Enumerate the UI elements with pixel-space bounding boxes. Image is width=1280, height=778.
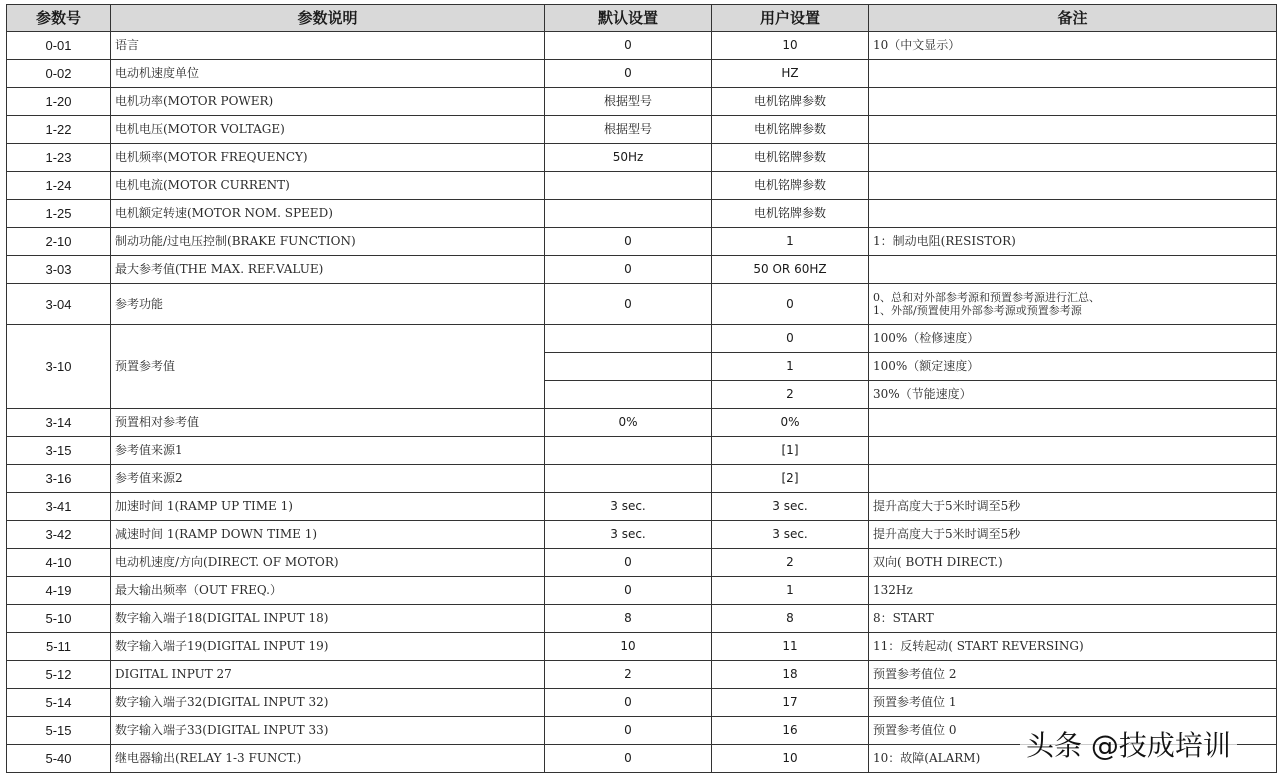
note-cell [869,437,1277,465]
default-value-cell [545,353,712,381]
note-cell: 8：START [869,605,1277,633]
param-number-cell: 1-25 [7,200,111,228]
param-description-cell: 电机频率(MOTOR FREQUENCY) [111,144,545,172]
param-number-cell: 1-23 [7,144,111,172]
user-value-cell: 18 [712,661,869,689]
note-cell: 100%（检修速度） [869,325,1277,353]
table-row [7,32,1277,60]
user-value-cell: 2 [712,549,869,577]
note-cell [869,88,1277,116]
user-value-cell: 50 OR 60HZ [712,256,869,284]
note-cell [869,172,1277,200]
user-value-cell: 电机铭牌参数 [712,144,869,172]
param-number-cell: 3-15 [7,437,111,465]
default-value-cell [545,437,712,465]
note-cell [869,116,1277,144]
user-value-cell: 10 [712,745,869,773]
param-description-cell: 电动机速度/方向(DIRECT. OF MOTOR) [111,549,545,577]
user-value-cell: 电机铭牌参数 [712,172,869,200]
table-row [7,577,1277,605]
note-cell: 预置参考值位 2 [869,661,1277,689]
param-number-cell: 5-10 [7,605,111,633]
user-value-cell: 2 [712,381,869,409]
param-description-cell: 加速时间 1(RAMP UP TIME 1) [111,493,545,521]
user-value-cell: 11 [712,633,869,661]
note-cell: 1：制动电阻(RESISTOR) [869,228,1277,256]
note-cell: 预置参考值位 0 [869,717,1277,745]
header-row [7,5,1277,32]
table-row [7,493,1277,521]
watermark: 头条 @技成培训 [1020,722,1237,766]
default-value-cell: 0% [545,409,712,437]
note-cell [869,465,1277,493]
table-row [7,633,1277,661]
user-value-cell: 8 [712,605,869,633]
default-value-cell [545,200,712,228]
header-default: 默认设置 [545,5,712,32]
table-row [7,521,1277,549]
param-description-cell: 最大参考值(THE MAX. REF.VALUE) [111,256,545,284]
param-description-cell: 减速时间 1(RAMP DOWN TIME 1) [111,521,545,549]
default-value-cell [545,172,712,200]
param-number-cell: 5-12 [7,661,111,689]
default-value-cell: 50Hz [545,144,712,172]
table-row [7,284,1277,325]
param-description-cell: 电机电压(MOTOR VOLTAGE) [111,116,545,144]
default-value-cell: 0 [545,745,712,773]
param-description-cell: 电机电流(MOTOR CURRENT) [111,172,545,200]
param-number-cell: 3-04 [7,284,111,325]
table-row [7,88,1277,116]
note-cell [869,60,1277,88]
note-cell: 132Hz [869,577,1277,605]
note-cell [869,200,1277,228]
table-row [7,256,1277,284]
note-cell: 11：反转起动( START REVERSING) [869,633,1277,661]
user-value-cell: 0 [712,284,869,325]
table-row [7,605,1277,633]
param-number-cell: 4-10 [7,549,111,577]
default-value-cell: 10 [545,633,712,661]
note-cell: 预置参考值位 1 [869,689,1277,717]
header-desc: 参数说明 [111,5,545,32]
param-description-cell: 参考值来源1 [111,437,545,465]
default-value-cell: 0 [545,717,712,745]
default-value-cell: 0 [545,549,712,577]
user-value-cell: 0 [712,325,869,353]
param-description-cell: 最大输出频率（OUT FREQ.） [111,577,545,605]
user-value-cell: 1 [712,228,869,256]
param-description-cell: 继电器输出(RELAY 1-3 FUNCT.) [111,745,545,773]
param-description-cell: 电机额定转速(MOTOR NOM. SPEED) [111,200,545,228]
param-number-cell: 1-20 [7,88,111,116]
header-no: 参数号 [7,5,111,32]
param-number-cell: 4-19 [7,577,111,605]
header-note: 备注 [869,5,1277,32]
table-row [7,437,1277,465]
user-value-cell: 3 sec. [712,493,869,521]
table-row [7,549,1277,577]
param-description-cell: 电动机速度单位 [111,60,545,88]
default-value-cell [545,325,712,353]
param-description-cell: 参考功能 [111,284,545,325]
user-value-cell: 16 [712,717,869,745]
user-value-cell: 3 sec. [712,521,869,549]
param-description-cell: 制动功能/过电压控制(BRAKE FUNCTION) [111,228,545,256]
default-value-cell: 0 [545,60,712,88]
param-number-cell: 5-15 [7,717,111,745]
default-value-cell: 3 sec. [545,493,712,521]
note-cell: 双向( BOTH DIRECT.) [869,549,1277,577]
note-cell: 30%（节能速度） [869,381,1277,409]
note-cell: 0、总和对外部参考源和预置参考源进行汇总、 1、外部/预置使用外部参考源或预置参考源 [869,284,1277,325]
default-value-cell [545,381,712,409]
table-row [7,465,1277,493]
param-number-cell: 3-10 [7,325,111,409]
param-description-cell: 数字输入端子19(DIGITAL INPUT 19) [111,633,545,661]
param-description-cell: 参考值来源2 [111,465,545,493]
param-number-cell: 3-03 [7,256,111,284]
param-number-cell: 5-40 [7,745,111,773]
default-value-cell: 8 [545,605,712,633]
parameter-table [6,4,1277,773]
param-number-cell: 3-41 [7,493,111,521]
user-value-cell: 1 [712,577,869,605]
note-cell: 10：故障(ALARM) [869,745,1277,773]
param-number-cell: 1-22 [7,116,111,144]
default-value-cell: 根据型号 [545,88,712,116]
param-description-cell: 语言 [111,32,545,60]
table-row [7,409,1277,437]
user-value-cell: 电机铭牌参数 [712,116,869,144]
user-value-cell: 10 [712,32,869,60]
param-number-cell: 0-02 [7,60,111,88]
param-number-cell: 5-14 [7,689,111,717]
table-row [7,144,1277,172]
table-row [7,200,1277,228]
note-cell: 10（中文显示） [869,32,1277,60]
param-number-cell: 1-24 [7,172,111,200]
note-cell: 100%（额定速度） [869,353,1277,381]
table-row [7,116,1277,144]
note-cell: 提升高度大于5米时调至5秒 [869,521,1277,549]
param-description-cell: 预置相对参考值 [111,409,545,437]
param-number-cell: 2-10 [7,228,111,256]
table-row [7,325,1277,353]
user-value-cell: 17 [712,689,869,717]
default-value-cell: 0 [545,256,712,284]
user-value-cell: [1] [712,437,869,465]
user-value-cell: [2] [712,465,869,493]
param-number-cell: 3-42 [7,521,111,549]
note-cell: 提升高度大于5米时调至5秒 [869,493,1277,521]
user-value-cell: HZ [712,60,869,88]
param-description-cell: 数字输入端子18(DIGITAL INPUT 18) [111,605,545,633]
default-value-cell: 0 [545,284,712,325]
user-value-cell: 0% [712,409,869,437]
param-number-cell: 0-01 [7,32,111,60]
user-value-cell: 电机铭牌参数 [712,200,869,228]
param-description-cell: 数字输入端子32(DIGITAL INPUT 32) [111,689,545,717]
header-user: 用户设置 [712,5,869,32]
table-row [7,689,1277,717]
table-row [7,60,1277,88]
default-value-cell: 2 [545,661,712,689]
table-row [7,228,1277,256]
table-row [7,661,1277,689]
note-cell [869,144,1277,172]
param-number-cell: 3-16 [7,465,111,493]
param-description-cell: 电机功率(MOTOR POWER) [111,88,545,116]
table-row [7,172,1277,200]
param-description-cell: 预置参考值 [111,325,545,409]
param-number-cell: 5-11 [7,633,111,661]
default-value-cell: 0 [545,228,712,256]
user-value-cell: 1 [712,353,869,381]
default-value-cell: 0 [545,577,712,605]
note-cell [869,256,1277,284]
param-number-cell: 3-14 [7,409,111,437]
param-description-cell: DIGITAL INPUT 27 [111,661,545,689]
default-value-cell: 0 [545,689,712,717]
user-value-cell: 电机铭牌参数 [712,88,869,116]
default-value-cell: 0 [545,32,712,60]
default-value-cell [545,465,712,493]
note-cell [869,409,1277,437]
default-value-cell: 根据型号 [545,116,712,144]
param-description-cell: 数字输入端子33(DIGITAL INPUT 33) [111,717,545,745]
default-value-cell: 3 sec. [545,521,712,549]
